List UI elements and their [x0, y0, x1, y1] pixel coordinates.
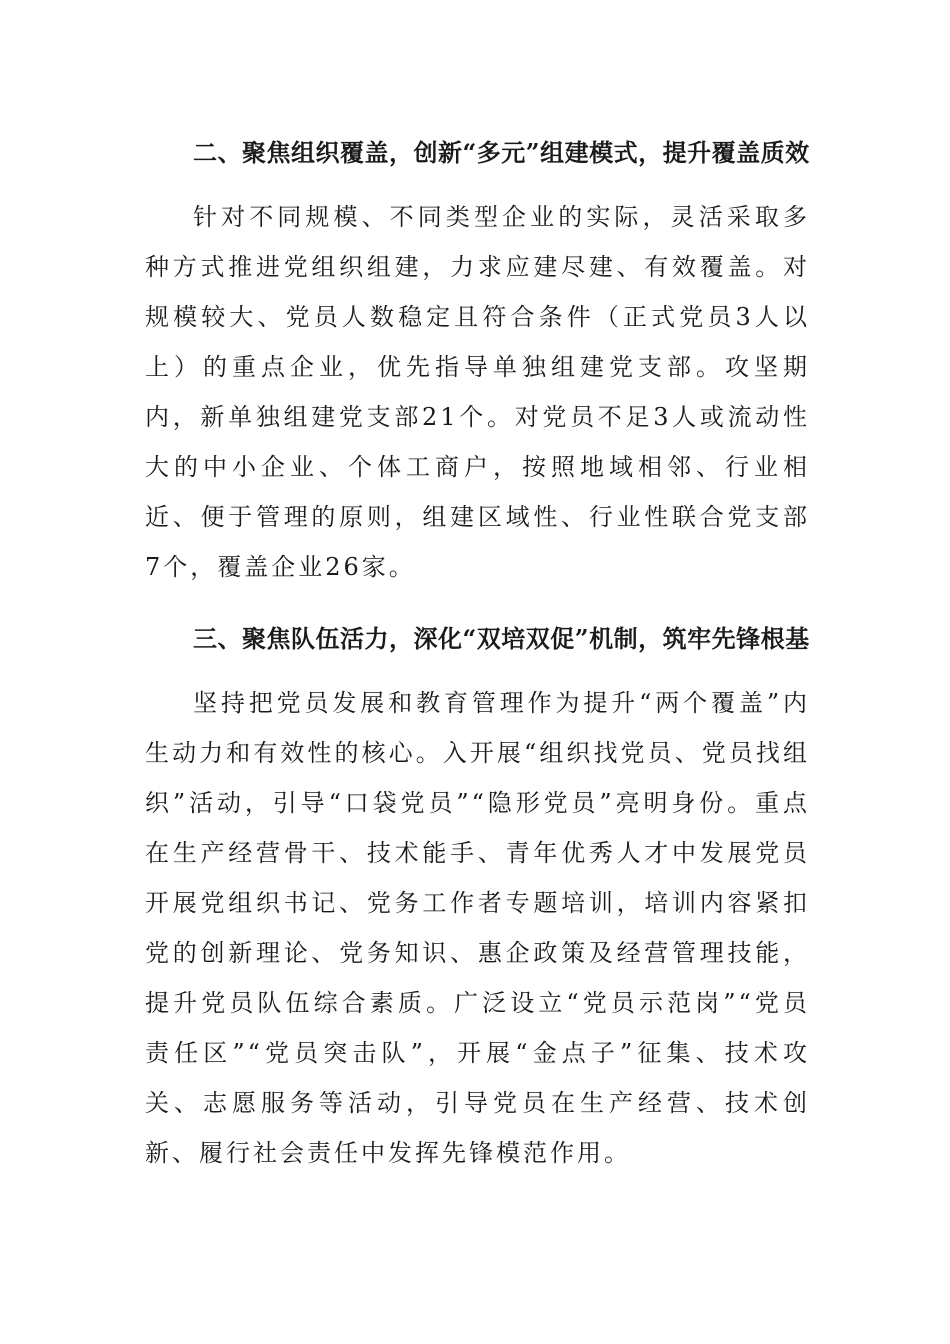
section-heading-3: 三、聚焦队伍活力，深化“双培双促”机制，筑牢先锋根基	[193, 624, 810, 653]
section-body-2: 针对不同规模、不同类型企业的实际，灵活采取多种方式推进党组织组建，力求应建尽建、有效覆盖。对规模较大、党员人数稳定且符合条件（正式党员3人以上）的重点企业，优先指导单独组建党支部。攻坚期内，新单独组建党支部21个。对党员不足3人或流动性大的中小企业、个体工商户，按照地域相邻、行业相近、便于管理的原则，组建区域性、行业性联合党支部7个，覆盖企业26家。	[145, 203, 810, 581]
document-content	[145, 128, 810, 1178]
section-body-3: 坚持把党员发展和教育管理作为提升“两个覆盖”内生动力和有效性的核心。入开展“组织找党员、党员找组织”活动，引导“口袋党员”“隐形党员”亮明身份。重点在生产经营骨干、技术能手、青年优秀人才中发展党员开展党组织书记、党务工作者专题培训，培训内容紧扣党的创新理论、党务知识、惠企政策及经营管理技能，提升党员队伍综合素质。广泛设立“党员示范岗”“党员责任区”“党员突击队”，开展“金点子”征集、技术攻关、志愿服务等活动，引导党员在生产经营、技术创新、履行社会责任中发挥先锋模范作用。	[145, 689, 810, 1167]
section-heading-2: 二、聚焦组织覆盖，创新“多元”组建模式，提升覆盖质效	[193, 138, 810, 167]
